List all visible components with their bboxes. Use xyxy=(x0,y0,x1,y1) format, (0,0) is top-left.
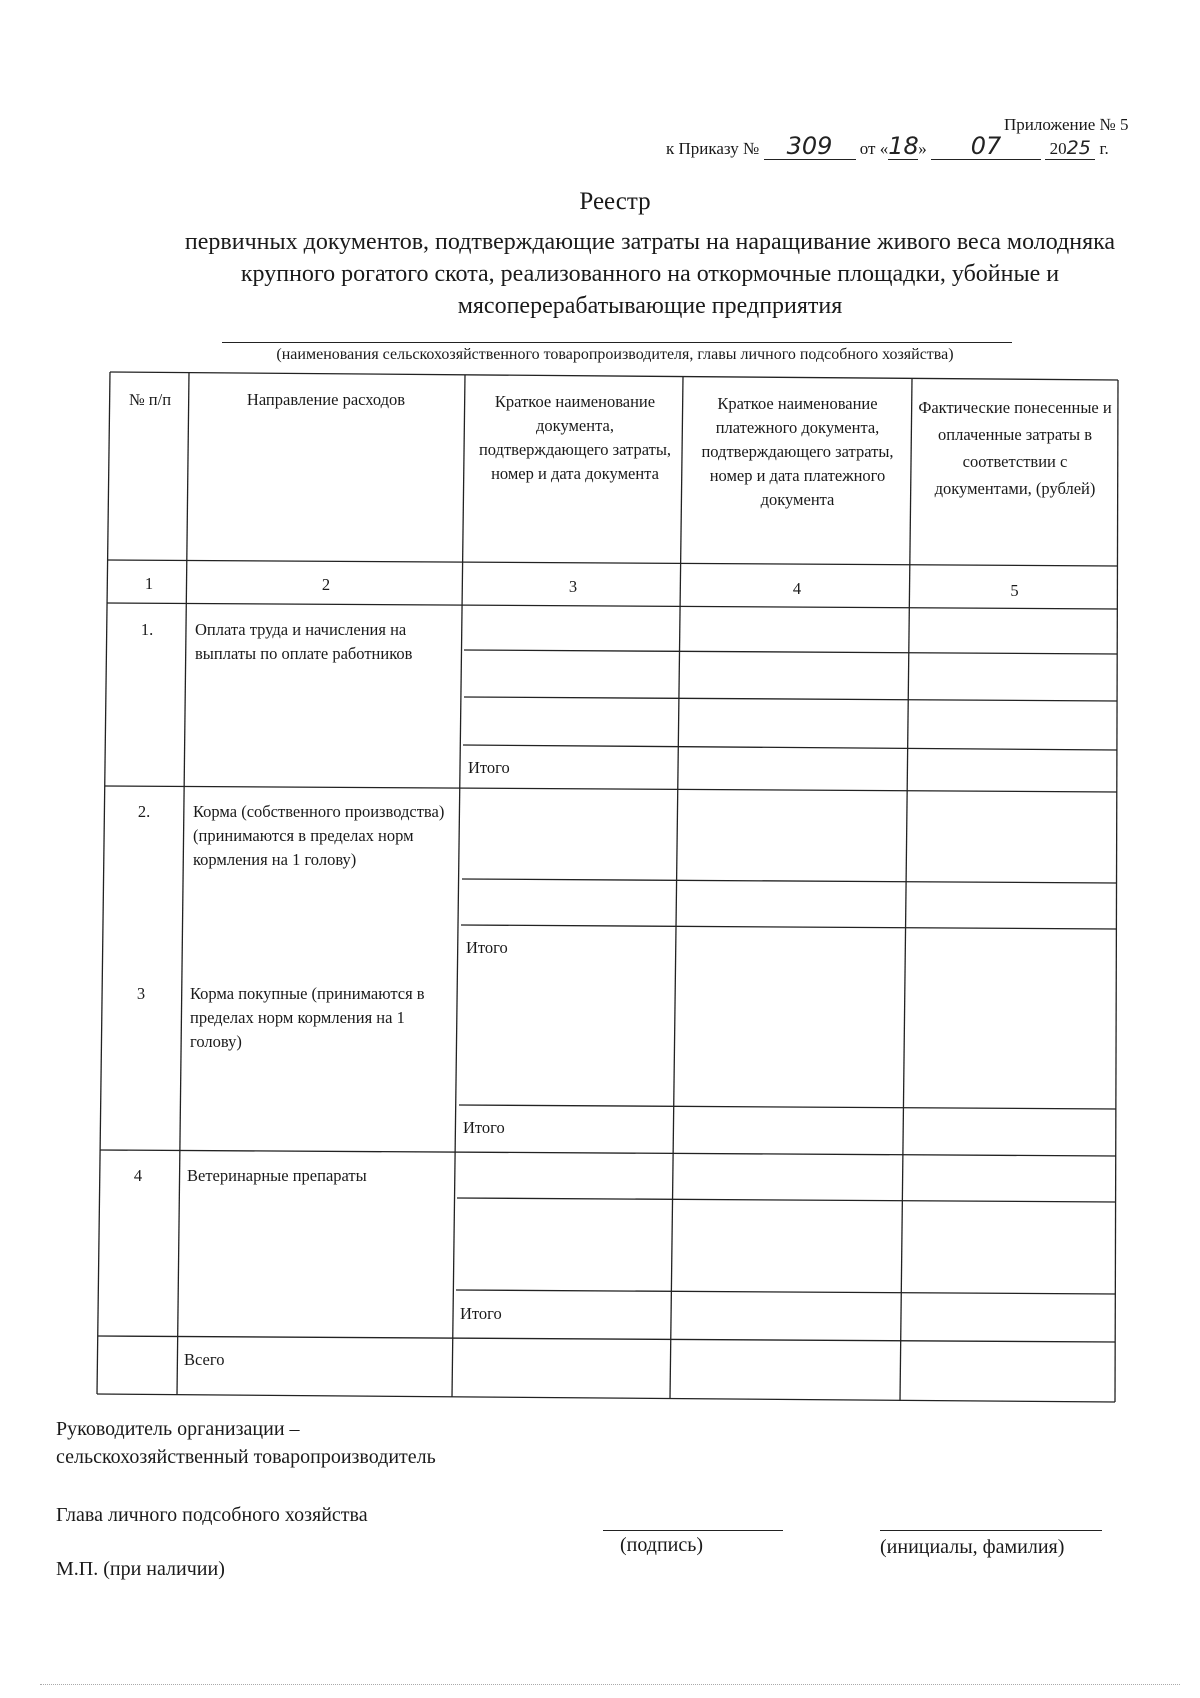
subtotal-label: Итого xyxy=(466,938,508,957)
date-month: 07 xyxy=(970,132,1002,160)
col-number-4: 4 xyxy=(792,579,802,598)
signature-line xyxy=(603,1530,783,1531)
order-number: 309 xyxy=(786,132,833,160)
col-number-2: 2 xyxy=(321,575,331,594)
col-number-1: 1 xyxy=(144,574,154,593)
head-of-organization-line2: сельскохозяйственный товаропроизводитель xyxy=(56,1446,436,1468)
row-number: 3 xyxy=(136,984,146,1003)
order-prefix: к Приказу № xyxy=(666,139,760,158)
subtitle-line: мясоперерабатывающие предприятия xyxy=(457,293,843,319)
row-number: 1. xyxy=(140,620,154,639)
subtitle-line: крупного рогатого скота, реализованного на откормочные площадки, убойные и xyxy=(240,261,1060,287)
name-line xyxy=(880,1530,1102,1531)
header-actual-costs: Фактические понесенные и оплаченные затраты в соответствии с документами, (рублей) xyxy=(918,398,1112,498)
producer-name-caption: (наименования сельскохозяйственного товаропроизводителя, главы личного подсобного хозяйства) xyxy=(276,346,954,363)
subtotal-label: Итого xyxy=(468,758,510,777)
row-number: 2. xyxy=(137,802,151,821)
subtotal-label: Итого xyxy=(460,1304,502,1323)
year-start: 20 xyxy=(1049,139,1067,158)
date-mid: » xyxy=(918,139,927,158)
scan-edge xyxy=(40,1684,1180,1685)
expense-label: Корма покупные (принимаются в пределах норм кормления на 1 голову) xyxy=(190,984,425,1051)
head-of-organization-line1: Руководитель организации – xyxy=(56,1418,300,1440)
subtotal-label: Итого xyxy=(463,1118,505,1137)
initials-caption: (инициалы, фамилия) xyxy=(880,1536,1065,1558)
year-suffix: г. xyxy=(1099,139,1109,158)
expense-label: Оплата труда и начисления на выплаты по оплате работников xyxy=(195,620,413,663)
expense-label: Ветеринарные препараты xyxy=(187,1166,367,1185)
header-payment-document: Краткое наименование платежного документа, подтверждающего затраты, номер и дата платежного документа xyxy=(701,394,894,509)
expense-label: Корма (собственного производства) (принимаются в пределах норм кормления на 1 голову) xyxy=(193,802,445,869)
header-expense-direction: Направление расходов xyxy=(246,390,406,409)
date-day: 18 xyxy=(888,132,919,160)
header-document: Краткое наименование документа, подтверждающего затраты, номер и дата документа xyxy=(478,392,672,483)
col-number-3: 3 xyxy=(568,577,578,596)
document-title: Реестр xyxy=(579,188,651,215)
appendix-number: Приложение № 5 xyxy=(1004,115,1129,134)
signature-caption: (подпись) xyxy=(620,1534,704,1556)
col-number-5: 5 xyxy=(1010,581,1019,600)
grand-total-label: Всего xyxy=(184,1350,225,1369)
date-prefix: от « xyxy=(859,139,889,158)
year-end: 25 xyxy=(1066,137,1091,159)
stamp-placeholder: М.П. (при наличии) xyxy=(56,1558,225,1580)
household-head-label: Глава личного подсобного хозяйства xyxy=(56,1504,368,1526)
header-number: № п/п xyxy=(128,390,172,409)
subtitle-line: первичных документов, подтверждающие затраты на наращивание живого веса молодняка xyxy=(184,229,1116,255)
row-number: 4 xyxy=(133,1166,143,1185)
